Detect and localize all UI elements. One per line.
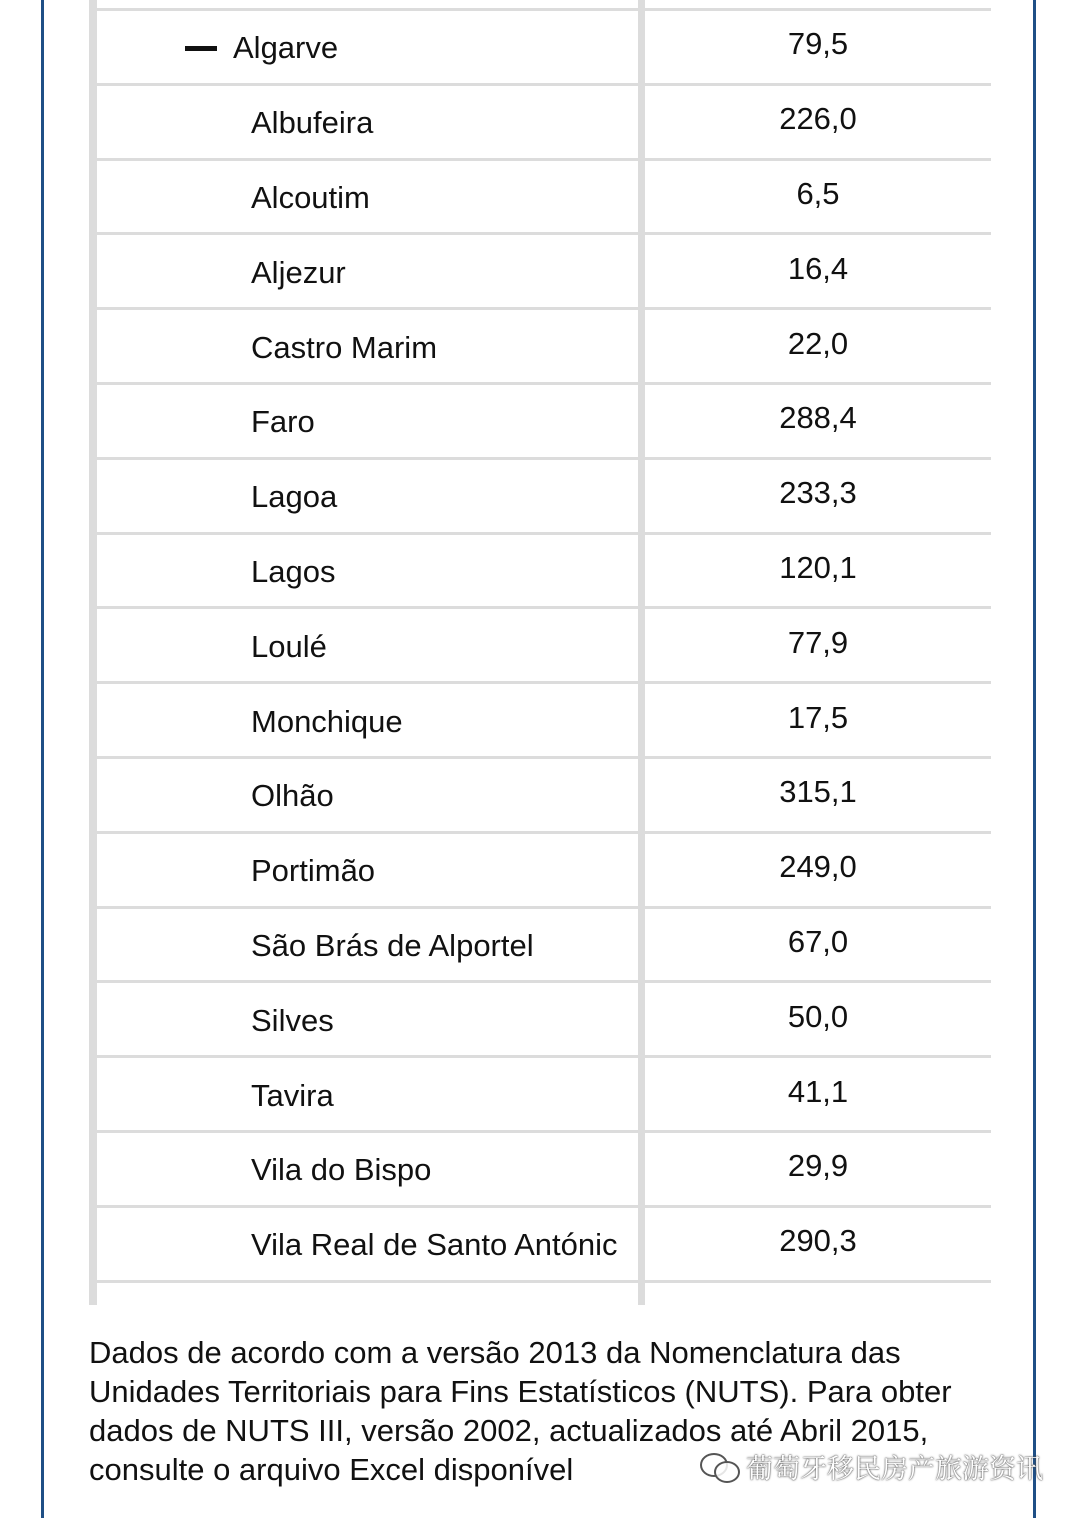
municipality-name: Loulé: [251, 628, 327, 664]
table-row: [97, 909, 991, 984]
region-name-cell: [185, 11, 638, 86]
footnote: Dados de acordo com a versão 2013 da Nomenclatura das Unidades Territoriais para Fins Estatísticos (NUTS). Para obter dados de NUTS III, versão 2002, actualizados até Abril 2015, consulte o arquivo Excel disponível: [89, 1335, 952, 1487]
watermark: [700, 1446, 1043, 1486]
table-row: [97, 983, 991, 1058]
municipality-name: Vila Real de Santo Antónic: [251, 1227, 618, 1263]
municipality-value: 249,0: [779, 849, 857, 885]
municipality-name: Tavira: [251, 1077, 334, 1113]
municipality-value: 288,4: [779, 400, 857, 436]
region-name: Algarve: [233, 30, 339, 66]
frame-left-border: [41, 0, 44, 1518]
table-row: [97, 460, 991, 535]
table-row: [97, 1133, 991, 1208]
table-row: [97, 86, 991, 161]
wechat-logo-icon: [700, 1449, 740, 1483]
table-row: [97, 834, 991, 909]
table-row: [97, 385, 991, 460]
municipality-name: Silves: [251, 1002, 334, 1038]
municipality-name: Lagoa: [251, 479, 338, 515]
municipality-name: Portimão: [251, 853, 376, 889]
municipality-value: 120,1: [779, 549, 857, 585]
municipality-name: Alcoutim: [251, 179, 370, 215]
region-value: 79,5: [787, 26, 849, 62]
municipality-value: 16,4: [787, 250, 849, 286]
municipality-value: 22,0: [787, 325, 849, 361]
frame-right-border: [1033, 0, 1036, 1518]
municipality-value: 17,5: [787, 699, 849, 735]
municipality-name: São Brás de Alportel: [251, 927, 534, 963]
watermark-text: 葡萄牙移民房产旅游资讯: [746, 1453, 1043, 1484]
region-row[interactable]: [97, 11, 991, 86]
table-row: [97, 1208, 991, 1283]
municipality-value: 226,0: [779, 101, 857, 137]
municipality-name: Albufeira: [251, 105, 374, 141]
municipality-value: 77,9: [787, 624, 849, 660]
row-divider: [97, 1280, 991, 1283]
municipality-value: 6,5: [796, 175, 840, 211]
municipality-value: 315,1: [779, 774, 857, 810]
table-row: [97, 759, 991, 834]
municipality-name: Monchique: [251, 703, 403, 739]
table-row: [97, 684, 991, 759]
municipality-value: 29,9: [787, 1148, 849, 1184]
municipality-name: Vila do Bispo: [251, 1152, 432, 1188]
table-row: [97, 1058, 991, 1133]
table-row: [97, 310, 991, 385]
municipality-value: 233,3: [779, 475, 857, 511]
table-row: [97, 161, 991, 236]
municipality-name: Castro Marim: [251, 329, 438, 365]
data-table: [89, 0, 991, 1305]
municipality-value: 41,1: [787, 1073, 849, 1109]
municipality-name: Faro: [251, 404, 315, 440]
collapse-minus-icon[interactable]: [185, 46, 217, 51]
municipality-value: 67,0: [787, 923, 849, 959]
table-row: [97, 235, 991, 310]
municipality-name: Aljezur: [251, 254, 346, 290]
table-row: [97, 535, 991, 610]
municipality-name: Olhão: [251, 778, 334, 814]
table-row: [97, 609, 991, 684]
municipality-name: Lagos: [251, 553, 336, 589]
table-left-border: [89, 0, 97, 1305]
municipality-value: 290,3: [779, 1223, 857, 1259]
municipality-value: 50,0: [787, 998, 849, 1034]
